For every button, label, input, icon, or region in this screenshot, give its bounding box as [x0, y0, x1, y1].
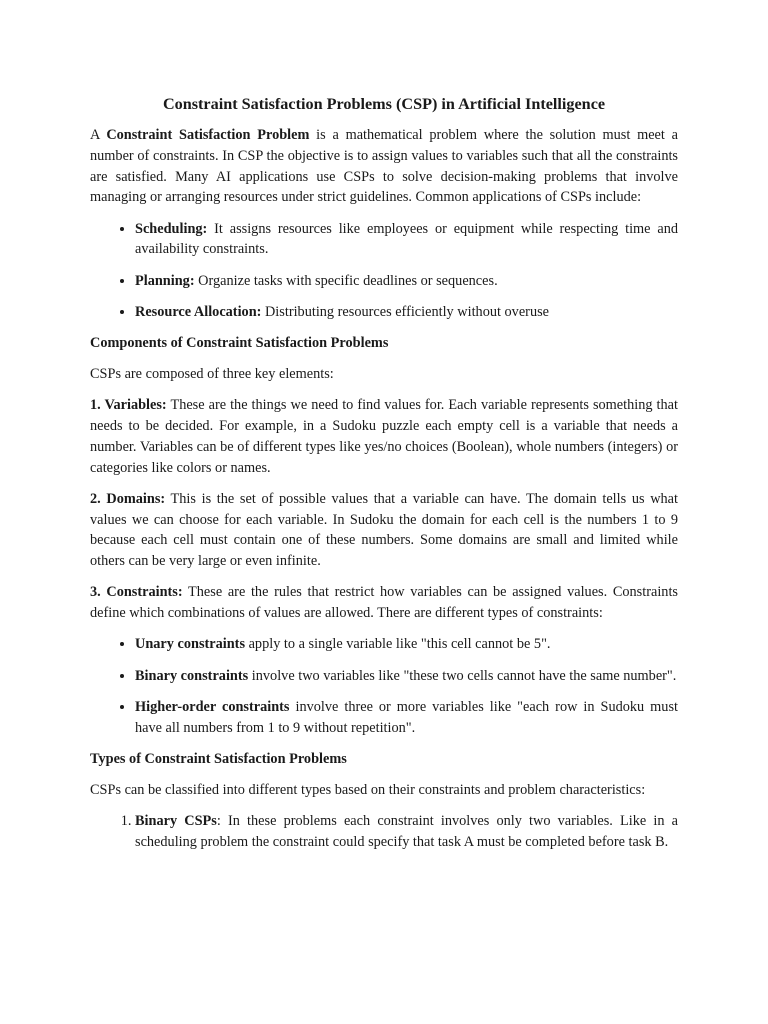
- constraint-type-term: Higher-order constraints: [135, 698, 290, 715]
- application-item-resource-allocation: [135, 302, 678, 323]
- constraint-type-term: Unary constraints: [135, 636, 246, 653]
- type-term: Binary CSPs: [135, 813, 217, 830]
- constraint-type-text: involve two variables like "these two cells cannot have the same number".: [248, 667, 677, 684]
- domains-term: 2. Domains:: [90, 490, 166, 507]
- variables-text: These are the things we need to find values for. Each variable represents something that needs to be decided. For example, in a Sudoku puzzle each empty cell is a variable that needs a number. Variables can be of different types like yes/no choices (Boolean), whole numbers (integers) or categories like colors or names.: [90, 397, 678, 476]
- type-text: : In these problems each constraint involves only two variables. Like in a scheduling problem the constraint could specify that task A must be completed before task B.: [135, 813, 678, 850]
- intro-term: Constraint Satisfaction Problem: [106, 127, 310, 143]
- components-intro: CSPs are composed of three key elements:: [90, 366, 334, 383]
- constraint-type-text: apply to a single variable like "this cell cannot be 5".: [245, 636, 551, 653]
- application-term: Resource Allocation:: [135, 303, 262, 320]
- constraints-text: These are the rules that restrict how variables can be assigned values. Constraints define which combinations of values are allowed. There are different types of constraints:: [90, 584, 678, 622]
- constraint-type-higher-order: [135, 697, 678, 739]
- application-text: Organize tasks with specific deadlines or sequences.: [194, 272, 498, 289]
- application-term: Planning:: [135, 272, 195, 289]
- application-item-scheduling: [135, 219, 678, 261]
- domains-text: This is the set of possible values that a variable can have. The domain tells us what values we can choose for each variable. In Sudoku the domain for each cell is the numbers 1 to 9 because each cell must contain one of these numbers. Some domains are small and limited while others can be very large or even infinite.: [90, 490, 678, 570]
- applications-list: [90, 219, 678, 323]
- application-text: Distributing resources efficiently without overuse: [261, 303, 549, 320]
- application-text: It assigns resources like employees or equipment while respecting time and availability constraints.: [135, 220, 678, 258]
- constraint-type-text: involve three or more variables like "each row in Sudoku must have all numbers from 1 to 9 without repetition".: [135, 698, 678, 736]
- type-item-binary-csps: [135, 811, 678, 853]
- types-list: [90, 811, 678, 853]
- constraints-term: 3. Constraints:: [90, 584, 183, 601]
- document-page: [90, 88, 678, 863]
- types-heading: Types of Constraint Satisfaction Problems: [90, 750, 347, 767]
- intro-paragraph: [90, 125, 678, 208]
- components-heading: Components of Constraint Satisfaction Problems: [90, 334, 389, 351]
- variables-term: 1. Variables:: [90, 397, 167, 414]
- constraints-paragraph: [90, 582, 678, 624]
- intro-lead: A: [90, 127, 107, 143]
- constraint-type-unary: [135, 634, 678, 655]
- intro-text: is a mathematical problem where the solution must meet a number of constraints. In CSP the objective is to assign values to variables such that all the constraints are satisfied. Many AI applications use CSPs to solve decision-making problems that involve managing or arranging resources under strict guidelines. Common applications of CSPs include:: [90, 127, 678, 206]
- constraint-types-list: [90, 634, 678, 738]
- application-item-planning: [135, 271, 678, 292]
- document-title: Constraint Satisfaction Problems (CSP) in Artificial Intelligence: [162, 95, 606, 113]
- constraint-type-term: Binary constraints: [135, 667, 249, 684]
- variables-paragraph: [90, 395, 678, 478]
- types-intro: CSPs can be classified into different types based on their constraints and problem characteristics:: [90, 782, 646, 798]
- constraint-type-binary: [135, 666, 678, 687]
- domains-paragraph: [90, 489, 678, 572]
- application-term: Scheduling:: [135, 220, 208, 237]
